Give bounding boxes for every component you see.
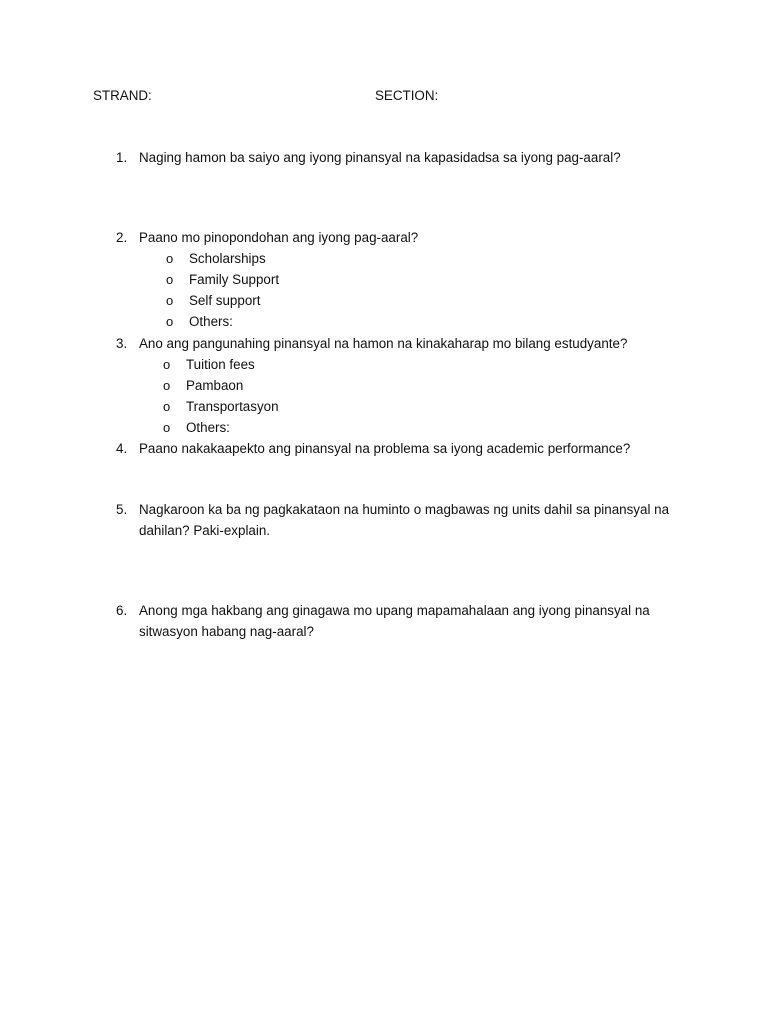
option-list (166, 248, 466, 332)
option-label: Pambaon (186, 378, 244, 393)
header-fields (93, 88, 693, 106)
option-item (166, 290, 466, 311)
question-text: Paano mo pinopondohan ang iyong pag-aaral? (139, 230, 419, 245)
option-label: Scholarships (189, 251, 266, 266)
question-6 (116, 600, 686, 642)
bullet-circle-icon: o (163, 399, 171, 414)
option-label: Others: (186, 420, 230, 435)
option-label: Others: (189, 314, 233, 329)
question-number: 2. (116, 230, 128, 245)
question-4 (116, 438, 686, 459)
question-number: 3. (116, 336, 128, 351)
bullet-circle-icon: o (166, 251, 174, 266)
question-5 (116, 499, 686, 541)
option-item (166, 311, 466, 332)
bullet-circle-icon: o (166, 272, 174, 287)
bullet-circle-icon: o (163, 357, 171, 372)
question-text: Anong mga hakbang ang ginagawa mo upang mapamahalaan ang iyong pinansyal na sitwasyon habang nag-aaral? (139, 603, 650, 639)
question-number: 4. (116, 441, 128, 456)
question-1 (116, 147, 686, 168)
question-number: 6. (116, 603, 128, 618)
question-number: 1. (116, 150, 128, 165)
question-text: Paano nakakaapekto ang pinansyal na problema sa iyong academic performance? (139, 441, 631, 456)
option-list (163, 354, 463, 438)
bullet-circle-icon: o (163, 378, 171, 393)
option-item (163, 354, 463, 375)
option-label: Tuition fees (186, 357, 255, 372)
bullet-circle-icon: o (166, 314, 174, 329)
option-label: Self support (189, 293, 261, 308)
question-number: 5. (116, 502, 128, 517)
option-item (166, 248, 466, 269)
option-label: Family Support (189, 272, 280, 287)
question-2 (116, 227, 686, 333)
strand-label: STRAND: (93, 88, 152, 103)
bullet-circle-icon: o (163, 420, 171, 435)
option-item (163, 417, 463, 438)
question-3 (116, 333, 686, 439)
option-label: Transportasyon (186, 399, 279, 414)
option-item (166, 269, 466, 290)
question-text: Ano ang pangunahing pinansyal na hamon na kinakaharap mo bilang estudyante? (139, 336, 628, 351)
section-label: SECTION: (375, 88, 439, 103)
bullet-circle-icon: o (166, 293, 174, 308)
option-item (163, 396, 463, 417)
question-text: Nagkaroon ka ba ng pagkakataon na huminto o magbawas ng units dahil sa pinansyal na dahilan? Paki-explain. (139, 502, 670, 538)
option-item (163, 375, 463, 396)
question-text: Naging hamon ba saiyo ang iyong pinansyal na kapasidadsa sa iyong pag-aaral? (139, 150, 621, 165)
